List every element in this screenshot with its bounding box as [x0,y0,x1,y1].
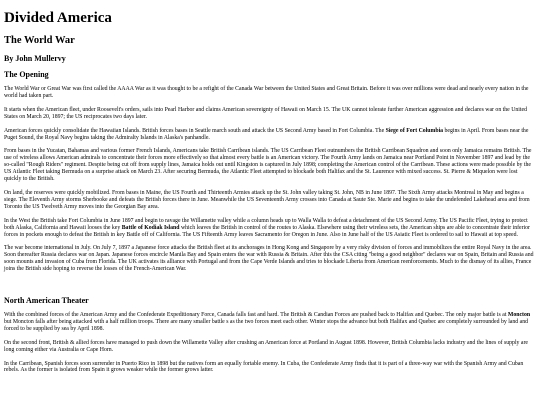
bold-term-moncton: Moncton [507,312,531,319]
bold-term-battle-of-kodiak-island: Battle of Kodiak Island [121,224,180,231]
paragraph [4,218,534,239]
paragraph-text: With the combined forces of the American Army and the Confederate Expeditionary Force, Canada falls fast and hard. The British & Candian Forces are pushed back to Halifax and Quebec. The only major battle is at [4,312,508,319]
paragraph [4,312,534,333]
paragraph: On land, the reserves were quickly mobilized. From bases in Maine, the US Fourth and Thirteenth Armies attack up the St. John valley taking St. John, NB in June 1897. The Sixth Army attacks Montreal in May and begins a siege. The Eleventh Army storms Sherbooke and defeats the British forces there in June. Meanwhile the US Seventeenth Army crosses into Canada at Saute Ste. Marie and begins to take the undefended Lakehead area and from Toronto the US Twelveth Army moves into the Georgian Bay area. [4,189,530,210]
section-spacer [4,280,534,290]
paragraph: The World War or Great War was first called the AAAA War as it was thought to be a refight of the Canada War between the United States and Great Britain. Before it was over millions were dead and nearly every nation in the world had taken part. [4,86,529,99]
paragraph-text: which leaves the British in control of the routes to Alaska. Elsewhere using their wireless sets, the American ships are able to concentrate their inferior forces in pockets enough to defeat the British in key Battle off of California. The US Fifteenth Army leaves Sacramento for Oregon in June. Also in June half of the US Asiatic Fleet is ordered to sail to Hawaii at top speed. [4,224,530,238]
paragraph-text: but Moncton falls after being attacked with a half million troops. There are many smaller battle s as the two forces meet each other. Winter stops the advance but both Halifax and Quebec are completely surrounded by land and forced to be supplied by sea by April 1898. [4,318,528,332]
paragraph-text: In the West the British take Fort Columbia in June 1897 and begin to ravage the Willamette valley while a column heads up to Walla Walla to defeat a detachment of the US Second Army. The US Pacific Fleet, trying to protect both Alaska, California and Hawaii looses the key [4,217,528,231]
byline: By John Mullervy [4,54,66,63]
paragraph: It starts when the American fleet, under Roosevelt's orders, sails into Pearl Harbor and claims American sovereignty of Hawaii on March 15. The UK cannot tolerate further American aggression and declares war on the United States on March 20, 1897; the US reciprocates two days later. [4,106,527,120]
section-heading-world-war: The World War [4,35,75,46]
paragraph: In the Carribean, Spanish forces soon surrender in Puerto Rico in 1898 but the natives form an equally fortable enemy. In Cuba, the Confederate Army finds that it is part of a three-way war with the Spanish Army and Cuban rebels. As the former is isolated from Spain it grows weaker while the former grows latter. [4,360,524,374]
paragraph [4,128,534,142]
paragraph-text: begins in April. From bases near the Puget Sound, the Royal Navy begins taking the Admiralty Islands in Alaska's panhandle. [4,127,529,141]
bold-term-siege-of-fort-columbia: Siege of Fort Columbia [385,127,444,134]
paragraph: On the second front, British & allied forces have managed to push down the Willamette Valley after crushing an American force at Portland in August 1898. However, British Columbia lacks industry and the lines of supply are long coming either via Australia or Cape Horn. [4,339,528,353]
subsection-heading-north-american-theater: North American Theater [4,296,89,306]
paragraph: The war become international in July. On July 7, 1897 a Japanese force attacks the British fleet at its anchorages in Hong Kong and Singapore by a very risky division of forces and immobilizes the entire Royal Navy in the area. Soon thereafter Russia declares war on Japan. Japanese forces encircle Manila Bay and Spain enters the war with Russia & Britain. After this the CSA citing "being a good neighbor" declares war on Spain, Britain and Russia and soon mounts and invasion of Cuba from Florida. The UK activates its alliance with Portugal and from the Cape Verde Islands and tries to blockade Liberia from American reenforcements. Much to the dismay of its allies, France joins the British side hoping to reverse the losses of the French-American War. [4,245,534,273]
paragraph: From bases in the Yucatan, Bahamas and various former French Islands, Americans take British Carribean islands. The US Carribean Fleet outnumbers the British Carribean Squadron and soon only Jamaica remains British. The use of wireless allows American admirals to concentrate their forces more effectively so that almost every battle is an American victory. The Fourth Army lands on Jamaica near Portland Point in November 1897 and lead by the so-called "Rough Riders" regiment. Despite being cut off from supply lines, Jamaica holds out until Kingston is captured in July 1898; completing the American control of the Carribean. These actions were made possible by the US Atlantic Fleet taking Bermuda on a surprise attack on March 23. After securing Bermuda, the Atlantic Fleet attempted to blockade both Halifax and the St. Laurence with mixed success. St. Pierre & Miquelon were lost quickly to the British. [4,148,532,183]
subsection-heading-opening: The Opening [4,70,49,79]
page-title: Divided America [4,10,112,26]
paragraph-text: American forces quickly consolidate the Hawaiian Islands. British forces bases in Seattle march south and attack the US Second Army based in Fort Columbia. The [4,127,386,134]
